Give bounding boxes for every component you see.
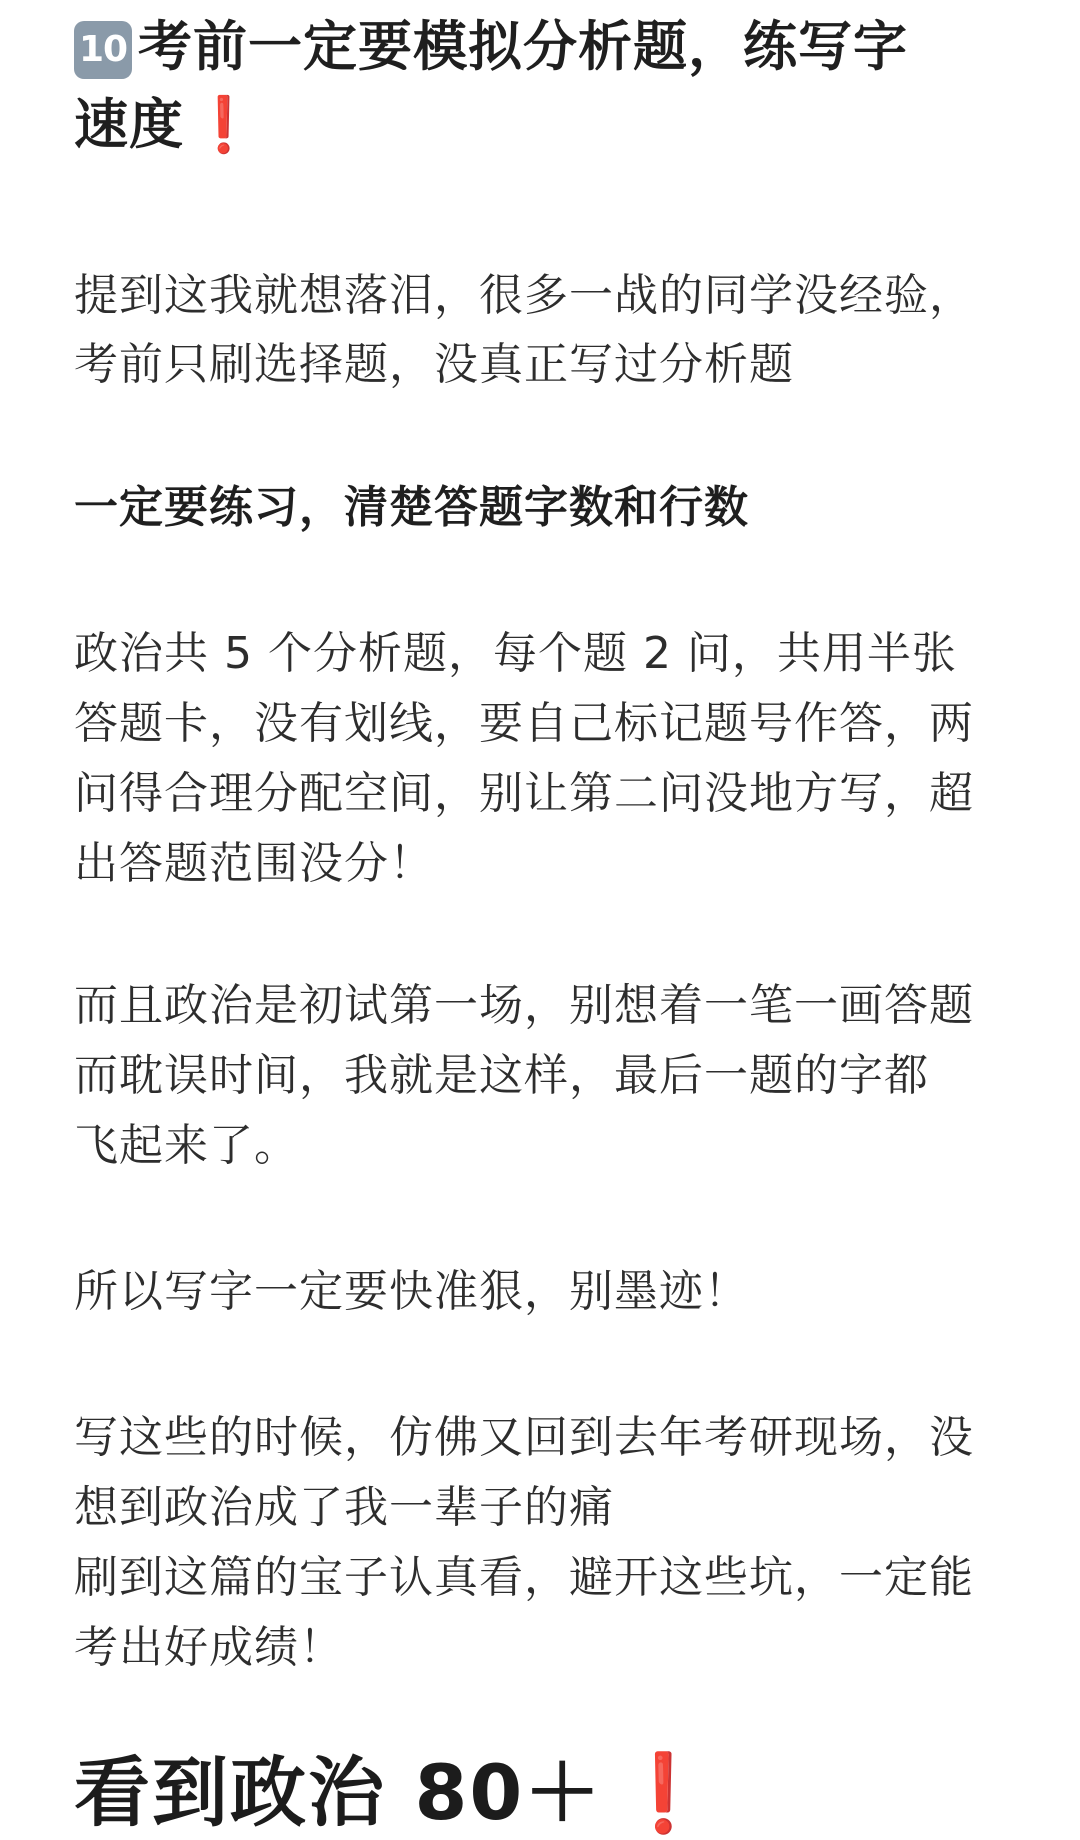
paragraph-line: 问得合理分配空间，别让第二问没地方写，超 [74,768,974,819]
paragraph-line: 考出好成绩！ [74,1622,344,1673]
paragraph-line: 出答题范围没分！ [74,838,434,889]
paragraph-line: 而且政治是初试第一场，别想着一笔一画答题 [74,980,974,1031]
paragraph-line: 提到这我就想落泪，很多一战的同学没经验， [74,270,974,321]
subheading-line: 一定要练习，清楚答题字数和行数 [74,482,749,533]
section-heading [74,12,908,82]
paragraph-line: 答题卡，没有划线，要自己标记题号作答，两 [74,698,974,749]
section-heading-line2 [74,90,258,160]
paragraph-line: 所以写字一定要快准狠，别墨迹！ [74,1266,749,1317]
paragraph-line: 政治共 5 个分析题，每个题 2 问，共用半张 [74,628,957,679]
paragraph-line: 刷到这篇的宝子认真看，避开这些坑，一定能 [74,1552,974,1603]
paragraph-line: 考前只刷选择题，没真正写过分析题 [74,339,794,390]
heading-text-line1: 考前一定要模拟分析题，练写字 [138,15,908,78]
large-heading-text: 看到政治 80＋ [74,1748,603,1837]
paragraph-line: 而耽误时间，我就是这样，最后一题的字都 [74,1050,929,1101]
exclamation-icon: ❗ [190,93,259,156]
paragraph-line: 写这些的时候，仿佛又回到去年考研现场，没 [74,1412,974,1463]
paragraph-line: 想到政治成了我一辈子的痛 [74,1482,614,1533]
heading-text-line2: 速度 [74,93,184,156]
keycap-ten-icon: 10 [74,21,132,79]
exclamation-icon: ❗ [616,1748,713,1837]
large-heading [74,1748,713,1838]
paragraph-line: 飞起来了。 [74,1120,299,1171]
